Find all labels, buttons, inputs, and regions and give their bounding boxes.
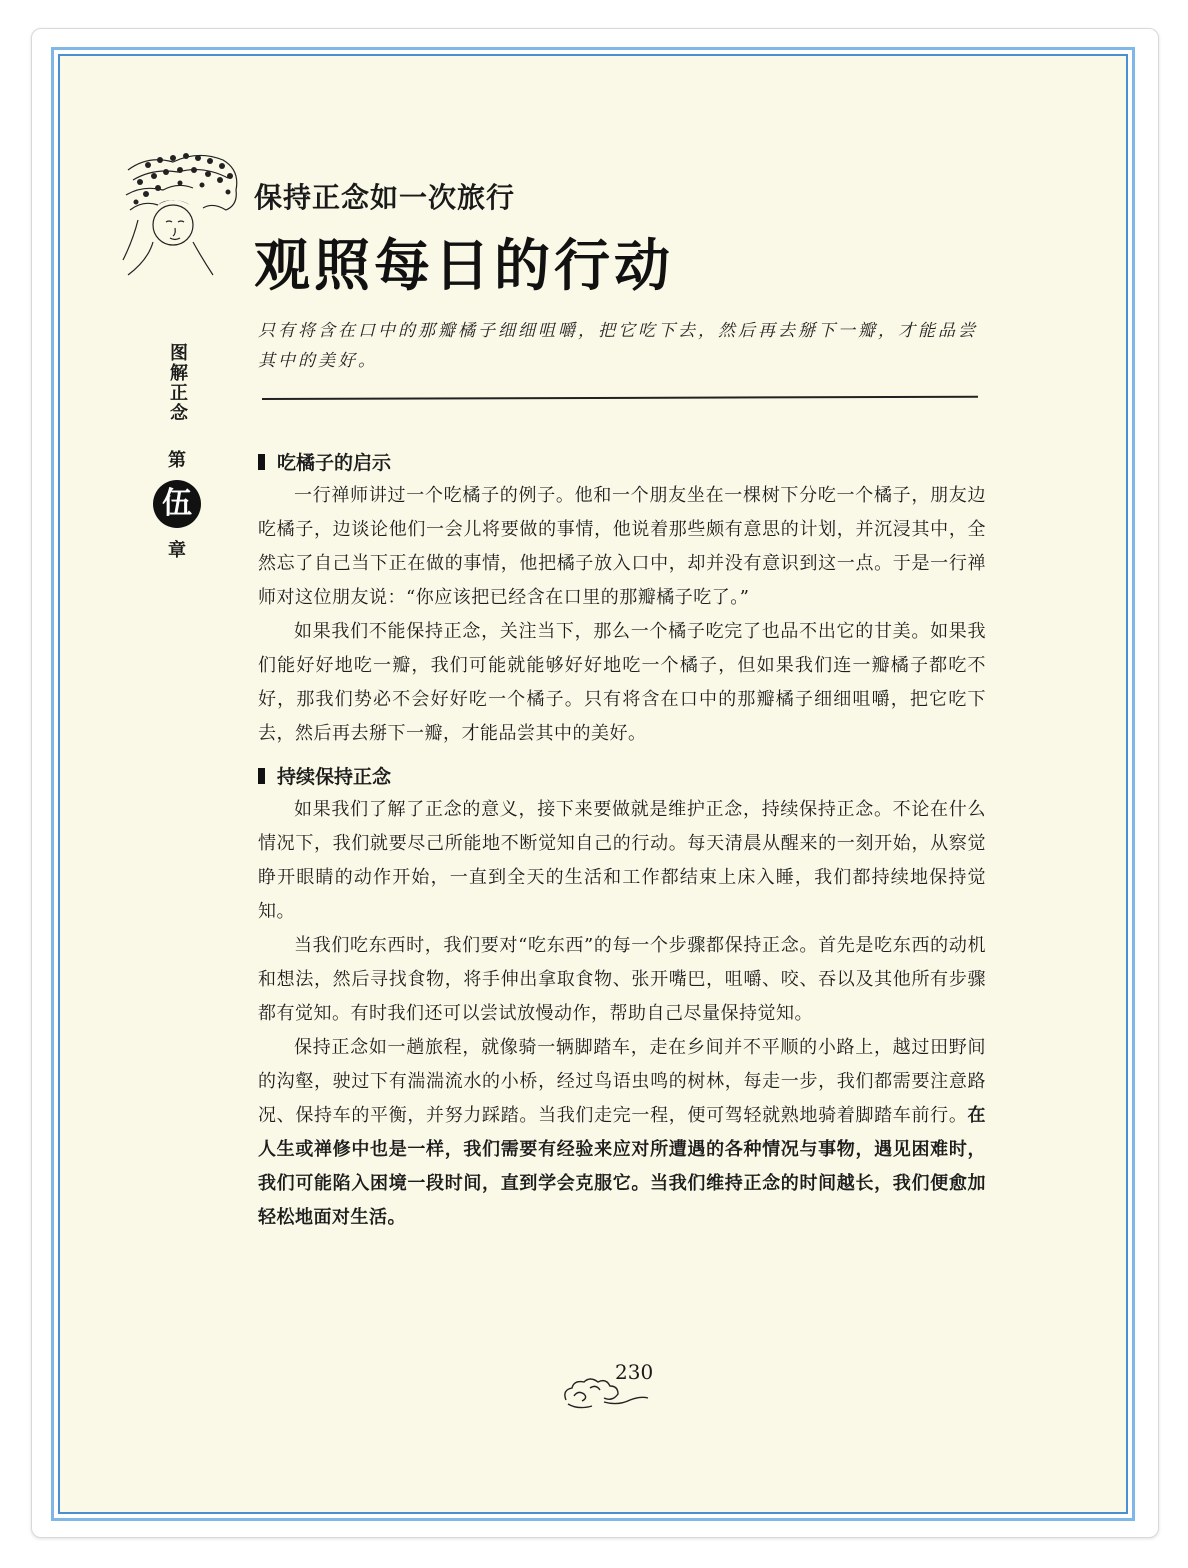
heading-marker-icon [258,768,265,784]
heading-marker-icon [258,454,265,470]
chapter-suffix: 章 [168,540,186,561]
intro-quote: 只有将含在口中的那瓣橘子细细咀嚼，把它吃下去，然后再去掰下一瓣，才能品尝其中的美好。 [258,321,978,371]
chapter-sidebar [160,343,194,562]
section-heading [258,761,986,793]
paragraph: 如果我们不能保持正念，关注当下，那么一个橘子吃完了也品不出它的甘美。如果我们能好好地吃一瓣，我们可能就能够好好地吃一个橘子，但如果我们连一瓣橘子都吃不好，那我们势必不会好好吃一个橘子。只有将含在口中的那瓣橘子细细咀嚼，把它吃下去，然后再去掰下一瓣，才能品尝其中的美好。 [258,621,986,744]
paragraph [258,1031,986,1235]
section-heading [258,447,986,479]
cloud-ornament-icon [560,1374,652,1414]
page-title: 观照每日的行动 [254,233,674,299]
paragraph-bold-text: 在人生或禅修中也是一样，我们需要有经验来应对所遭遇的各种情况与事物，遇见困难时，我们可能陷入困境一段时间，直到学会克服它。当我们维持正念的时间越长，我们便愈加轻松地面对生活。 [258,1105,986,1228]
section-heading-text: 持续保持正念 [277,766,392,788]
book-title: 图解正念 [167,343,188,423]
paragraph: 一行禅师讲过一个吃橘子的例子。他和一个朋友坐在一棵树下分吃一个橘子，朋友边吃橘子，边谈论他们一会儿将要做的事情，他说着那些颇有意思的计划，并沉浸其中，全然忘了自己当下正在做的事情，他把橘子放入口中，却并没有意识到这一点。于是一行禅师对这位朋友说：“你应该把已经含在口里的那瓣橘子吃了。” [258,485,986,608]
chapter-prefix: 第 [168,450,186,471]
page-number: 230 [615,1360,654,1384]
page-subtitle: 保持正念如一次旅行 [254,181,516,214]
paragraph-plain-text: 保持正念如一趟旅程，就像骑一辆脚踏车，走在乡间并不平顺的小路上，越过田野间的沟壑，驶过下有湍湍流水的小桥，经过鸟语虫鸣的树林，每走一步，我们都需要注意路况、保持车的平衡，并努力踩踏。当我们走完一程，便可驾轻就熟地骑着脚踏车前行。 [258,1037,986,1126]
chapter-number-badge: 伍 [153,480,201,528]
article-body [258,447,986,1235]
monk-illustration [118,150,243,280]
paragraph: 当我们吃东西时，我们要对“吃东西”的每一个步骤都保持正念。首先是吃东西的动机和想法，然后寻找食物，将手伸出拿取食物、张开嘴巴，咀嚼、咬、吞以及其他所有步骤都有觉知。有时我们还可以尝试放慢动作，帮助自己尽量保持觉知。 [258,935,986,1024]
section-heading-text: 吃橘子的启示 [277,452,392,474]
paragraph: 如果我们了解了正念的意义，接下来要做就是维护正念，持续保持正念。不论在什么情况下，我们就要尽己所能地不断觉知自己的行动。每天清晨从醒来的一刻开始，从察觉睁开眼睛的动作开始，一直到全天的生活和工作都结束上床入睡，我们都持续地保持觉知。 [258,799,986,922]
